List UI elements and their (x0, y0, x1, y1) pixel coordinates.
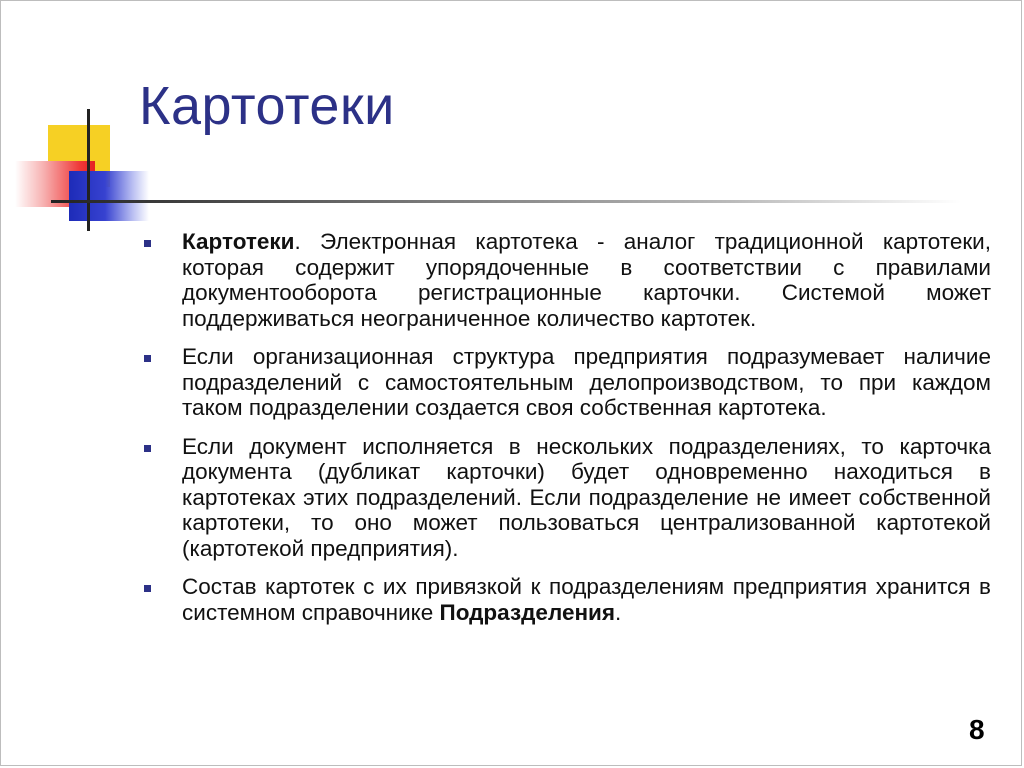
slide-title: Картотеки (139, 76, 395, 136)
bullet-text: Состав картотек с их привязкой к подразделениям предприятия хранится в системном справочнике (182, 574, 991, 625)
title-underline (51, 200, 961, 203)
bullet-text: Если организационная структура предприятия подразумевает наличие подразделений с самостоятельным делопроизводством, то при каждом таком подразделении создается своя собственная картотека. (182, 344, 991, 420)
term-bold: Картотеки (182, 229, 295, 254)
list-item (141, 434, 991, 562)
bullet-icon (144, 355, 151, 362)
blue-square-decoration (69, 171, 149, 221)
list-item (141, 344, 991, 421)
bullet-text: Если документ исполняется в нескольких подразделениях, то карточка документа (дубликат карточки) будет одновременно находиться в картотеках этих подразделений. Если подразделение не имеет собственной картотеки, то оно может пользоваться централизованной картотекой (картотекой предприятия). (182, 433, 991, 561)
bullet-icon (144, 445, 151, 452)
reference-bold: Подразделения (439, 599, 616, 625)
page-number: 8 (969, 714, 985, 745)
vertical-line-decoration (87, 109, 90, 231)
bullet-icon (144, 240, 151, 247)
bullet-text-end: . (615, 599, 622, 625)
bullet-list (141, 229, 991, 638)
bullet-text: . Электронная картотека - аналог традиционной картотеки, которая содержит упорядоченные в соответствии с правилами документооборота регистрационные карточки. Системой может поддерживаться неограниченное количество картотек. (182, 229, 991, 331)
list-item (141, 229, 991, 331)
list-item (141, 574, 991, 625)
bullet-icon (144, 585, 151, 592)
